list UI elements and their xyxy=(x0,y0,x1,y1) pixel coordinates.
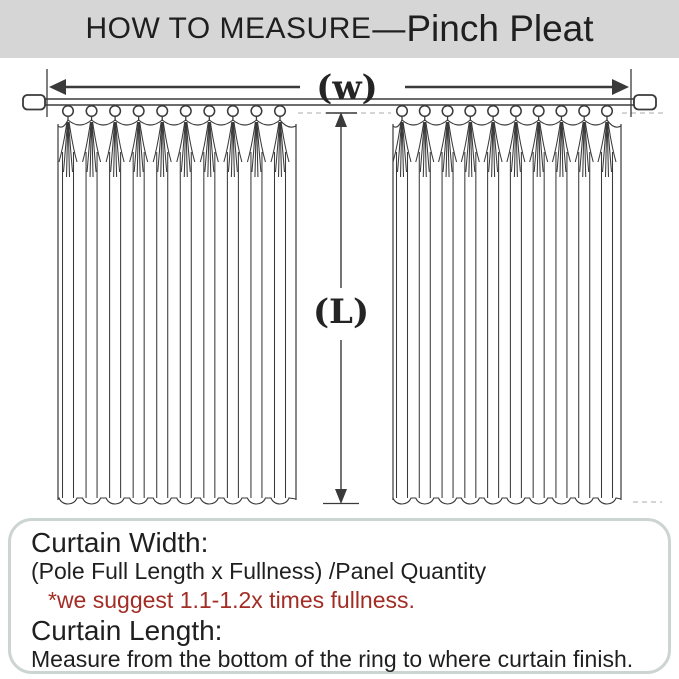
curtain-ring-icon xyxy=(157,106,168,117)
rod-finial-right xyxy=(634,95,656,110)
curtain-ring-icon xyxy=(511,106,522,117)
curtain-ring-icon xyxy=(63,106,74,117)
curtain-panel-left xyxy=(58,106,296,504)
curtain-ring-icon xyxy=(556,106,567,117)
curtain-ring-icon xyxy=(204,106,215,117)
curtain-ring-icon xyxy=(465,106,476,117)
curtain-ring-icon xyxy=(397,106,408,117)
header-title-left: HOW TO MEASURE xyxy=(85,12,372,45)
curtain-ring-icon xyxy=(86,106,97,117)
curtain-ring-icon xyxy=(602,106,613,117)
curtain-width-formula: (Pole Full Length x Fullness) /Panel Quantity xyxy=(31,558,487,584)
curtain-ring-icon xyxy=(228,106,239,117)
header-title-right: Pinch Pleat xyxy=(406,8,594,49)
curtain-ring-icon xyxy=(133,106,144,117)
curtain-width-heading: Curtain Width: xyxy=(31,527,209,558)
curtain-length-instruction: Measure from the bottom of the ring to where curtain finish. xyxy=(31,646,634,672)
fullness-note: *we suggest 1.1-1.2x times fullness. xyxy=(48,587,415,613)
rod-finial-left xyxy=(23,95,45,110)
curtain-ring-icon xyxy=(275,106,286,117)
curtain-ring-icon xyxy=(419,106,430,117)
width-label: (w) xyxy=(316,68,378,108)
curtain-ring-icon xyxy=(110,106,121,117)
curtain-ring-icon xyxy=(533,106,544,117)
curtain-ring-icon xyxy=(180,106,191,117)
curtain-ring-icon xyxy=(579,106,590,117)
curtain-ring-icon xyxy=(442,106,453,117)
info-box xyxy=(8,518,671,674)
curtain-length-heading: Curtain Length: xyxy=(31,615,223,646)
curtain-ring-icon xyxy=(251,106,262,117)
length-label: (L) xyxy=(312,292,370,332)
header-title-separator: — xyxy=(372,10,406,47)
curtain-panel-right xyxy=(393,106,621,504)
curtain-ring-icon xyxy=(488,106,499,117)
